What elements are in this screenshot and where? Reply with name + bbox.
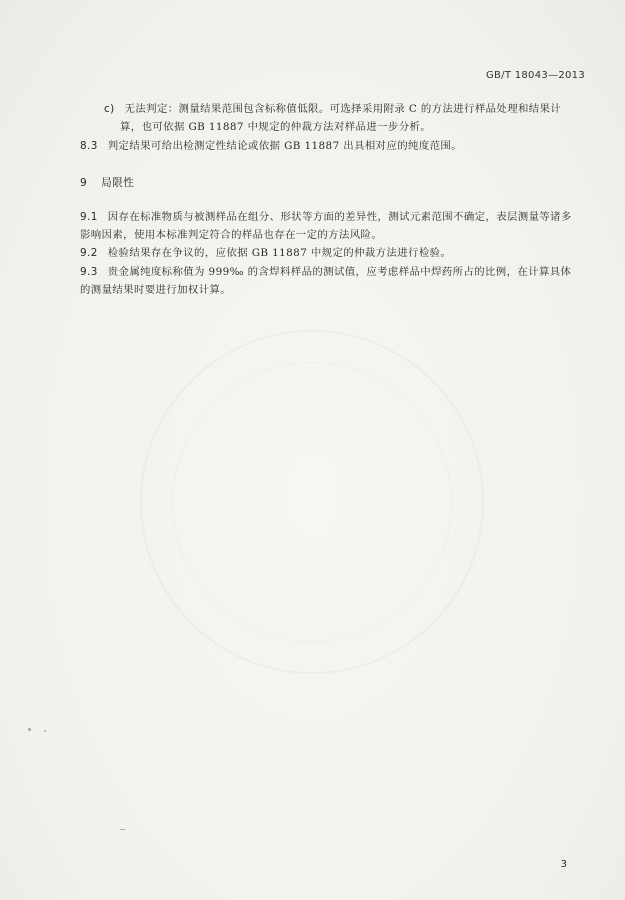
scan-speck xyxy=(28,728,31,731)
clause-9-3-number: 9.3 xyxy=(80,266,98,278)
section-9-number: 9 xyxy=(80,177,88,189)
item-c-text: 无法判定：测量结果范围包含标称值低限。可选择采用附录 C 的方法进行样品处理和结果计 xyxy=(124,103,562,115)
clause-9-1-number: 9.1 xyxy=(80,211,98,223)
standard-code-header: GB/T 18043—2013 xyxy=(485,70,585,81)
clause-9-3-text: 贵金属纯度标称值为 999‰ 的含焊料样品的测试值，应考虑样品中焊药所占的比例，在计算具体 xyxy=(107,266,572,278)
clause-9-2-text: 检验结果存在争议的，应依据 GB 11887 中规定的仲裁方法进行检验。 xyxy=(107,247,452,259)
section-9-heading xyxy=(80,174,134,193)
clause-9-1-line1 xyxy=(80,208,572,227)
section-9-title: 局限性 xyxy=(101,177,135,189)
scan-speck xyxy=(44,730,46,732)
clause-9-2 xyxy=(80,244,451,263)
clause-8-3 xyxy=(80,137,462,156)
scan-speck xyxy=(120,829,125,830)
clause-9-3-line2: 的测量结果时要进行加权计算。 xyxy=(80,284,232,296)
item-c-line2: 算，也可依据 GB 11887 中规定的仲裁方法对样品进一步分析。 xyxy=(120,121,432,133)
item-c-line1 xyxy=(104,100,561,119)
clause-9-1-text: 因存在标准物质与被测样品在组分、形状等方面的差异性，测试元素范围不确定，表层测量等诸多 xyxy=(107,211,572,223)
clause-8-3-number: 8.3 xyxy=(80,140,98,152)
faint-seal-watermark xyxy=(140,330,484,674)
clause-9-1-line2: 影响因素，使用本标准判定符合的样品也存在一定的方法风险。 xyxy=(80,229,383,241)
page-number: 3 xyxy=(560,859,567,870)
clause-9-2-number: 9.2 xyxy=(80,247,98,259)
clause-9-3-line1 xyxy=(80,263,571,282)
clause-8-3-text: 判定结果可给出检测定性结论或依据 GB 11887 出具相对应的纯度范围。 xyxy=(107,140,462,152)
item-c-marker: c) xyxy=(104,103,115,115)
